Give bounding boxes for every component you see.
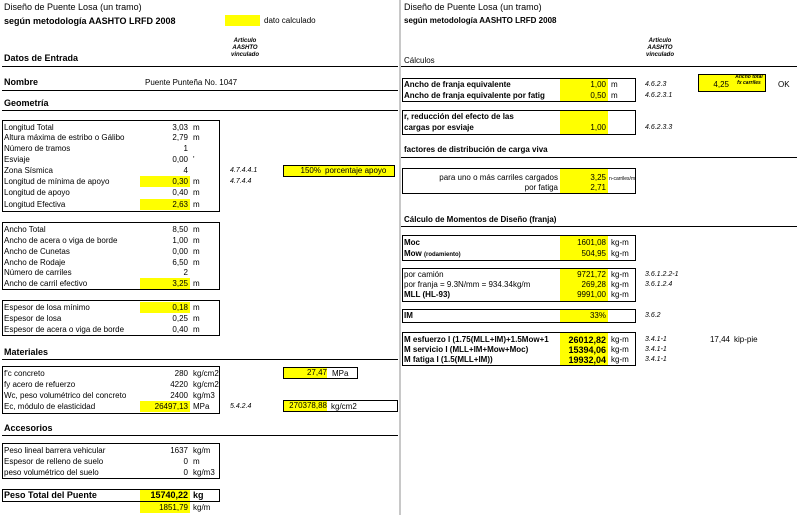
ancho-carril-value: 3,25 (172, 279, 188, 288)
unit: kg/m (193, 503, 211, 512)
zona-sismica-value[interactable]: 4 (183, 166, 188, 175)
m-servicio-ref: 3.4.1-1 (645, 346, 667, 353)
ancho-franja-label: Ancho de franja equivalente (404, 80, 511, 89)
ancho-total-value[interactable]: 8,50 (172, 225, 188, 234)
porcentaje-apoyo-label: porcentaje apoyo (325, 166, 387, 175)
materiales-heading: Materiales (4, 347, 49, 357)
espesor-min-value: 0,18 (172, 303, 188, 312)
longitud-total-value[interactable]: 3,03 (172, 123, 188, 132)
ancho-rodaje-label: Ancho de Rodaje (4, 258, 66, 267)
peso-vol-suelo-label: peso volumétrico del suelo (4, 468, 99, 477)
unit: m (193, 236, 200, 245)
m-esfuerzo-value: 26012,82 (568, 335, 606, 345)
ancho-cunetas-label: Ancho de Cunetas (4, 247, 70, 256)
legend-swatch (225, 15, 260, 26)
left-title: Diseño de Puente Losa (un tramo) (4, 2, 142, 12)
unit: kip-pie (734, 335, 758, 344)
right-ref-header: Articulo AASHTO vinculado (645, 38, 674, 58)
unit: kg (193, 490, 204, 500)
reduccion-label-1: r, reducción del efecto de las (404, 112, 514, 121)
unit: ' (193, 155, 195, 164)
datos-entrada-heading: Datos de Entrada (4, 53, 79, 63)
m-servicio-label: M servicio I (MLL+IM+Mow+Moc) (404, 345, 529, 354)
porcentaje-apoyo-value: 150% (300, 166, 321, 175)
numero-carriles-value[interactable]: 2 (183, 268, 188, 277)
long-min-apoyo-label: Longitud de mínima de apoyo (4, 177, 110, 186)
unit: kg/m3 (193, 468, 215, 477)
unit: kg/m (193, 446, 211, 455)
unit: kg-m (611, 355, 629, 364)
unit: m (611, 80, 618, 89)
unit: m (193, 314, 200, 323)
numero-tramos-label: Número de tramos (4, 144, 71, 153)
ancho-franja-fatiga-value: 0,50 (590, 91, 606, 100)
mow-label (404, 249, 461, 260)
peso-total-value-2: 1851,79 (159, 503, 188, 512)
unit: m (193, 258, 200, 267)
altura-estribo-value[interactable]: 2,79 (172, 133, 188, 142)
por-camion-label: por camión (404, 270, 444, 279)
unit: kg-m (611, 345, 629, 354)
unit: m (193, 325, 200, 334)
espesor-losa-value[interactable]: 0,25 (172, 314, 188, 323)
altura-estribo-label: Altura máxima de estribo o Gálibo (4, 133, 125, 142)
mow-value: 504,95 (581, 249, 606, 258)
fc-value[interactable]: 280 (174, 369, 188, 378)
unit: kg/m3 (193, 391, 215, 400)
m-fatiga-label: M fatiga I (1.5(MLL+IM)) (404, 355, 493, 364)
uno-mas-label: para uno o más carriles cargados (439, 173, 558, 182)
unit: m (193, 123, 200, 132)
ok-status: OK (778, 80, 790, 89)
unit: kg-m (611, 290, 629, 299)
left-ref-header: Articulo AASHTO vinculado (230, 38, 259, 58)
ancho-franja-value: 1,00 (590, 80, 606, 89)
long-min-apoyo-value: 0,30 (172, 177, 188, 186)
ancho-carril-label: Ancho de carril efectivo (4, 279, 88, 288)
unit: kg-m (611, 249, 629, 258)
legend-label: dato calculado (264, 16, 316, 25)
espesor-acera-value[interactable]: 0,40 (172, 325, 188, 334)
numero-tramos-value[interactable]: 1 (183, 144, 188, 153)
mll-value: 9991,00 (577, 290, 606, 299)
zona-sismica-label: Zona Sísmica (4, 166, 53, 175)
numero-carriles-label: Número de carriles (4, 268, 72, 277)
moc-label: Moc (404, 238, 420, 247)
ancho-rodaje-value[interactable]: 6,50 (172, 258, 188, 267)
m-esfuerzo-label: M esfuerzo I (1.75(MLL+IM)+1.5Mow+1 (404, 335, 549, 344)
espesor-relleno-label: Espesor de relleno de suelo (4, 457, 104, 466)
unit: m (193, 457, 200, 466)
unit: kg-m (611, 270, 629, 279)
uno-mas-unit: n-carriles/m (609, 176, 636, 182)
fy-label: fy acero de refuerzo (4, 380, 76, 389)
esviaje-value[interactable]: 0,00 (172, 155, 188, 164)
ancho-franja-ref: 4.6.2.3 (645, 81, 667, 88)
unit: MPa (193, 402, 210, 411)
zona-sismica-ref: 4.7.4.4.1 (230, 167, 258, 174)
unit: m (193, 247, 200, 256)
peso-vol-suelo-value[interactable]: 0 (183, 468, 188, 477)
fy-value[interactable]: 4220 (170, 380, 188, 389)
por-franja-value: 269,28 (581, 280, 606, 289)
unit: kg/cm2 (193, 380, 219, 389)
ec-value: 26497,13 (154, 402, 188, 411)
unit: kg/cm2 (331, 402, 357, 411)
longitud-total-label: Longitud Total (4, 123, 54, 132)
esviaje-label: Esviaje (4, 155, 30, 164)
m-servicio-value: 15394,06 (568, 345, 606, 355)
espesor-acera-label: Espesor de acera o viga de borde (4, 325, 125, 334)
ancho-total-label: Ancho Total (4, 225, 46, 234)
m-fatiga-value: 19932,04 (568, 355, 606, 365)
espesor-min-label: Espesor de losa mínimo (4, 303, 90, 312)
ancho-acera-label: Ancho de acera o viga de borde (4, 236, 118, 245)
unit: m (193, 279, 200, 288)
unit: kg-m (611, 280, 629, 289)
por-franja-label: por franja = 9.3N/mm = 934.34kg/m (404, 280, 531, 289)
unit: kg/cm2 (193, 369, 219, 378)
wc-label: Wc, peso volumétrico del concreto (4, 391, 127, 400)
calculo-momentos-heading: Cálculo de Momentos de Diseño (franja) (404, 215, 557, 224)
peso-barrera-label: Peso lineal barrera vehicular (4, 446, 106, 455)
mow-label-sub: (rodamiento) (424, 252, 461, 258)
mll-label: MLL (HL-93) (404, 290, 451, 299)
long-min-apoyo-ref: 4.7.4.4 (230, 178, 252, 185)
unit: m (193, 133, 200, 142)
peso-total-label: Peso Total del Puente (4, 490, 97, 500)
por-fatiga-label: por fatiga (524, 183, 558, 192)
fc-mpa-value: 27,47 (284, 368, 327, 378)
unit: m (193, 188, 200, 197)
unit: m (193, 225, 200, 234)
im-label: IM (404, 311, 413, 320)
reduccion-label-2: cargas por esviaje (404, 123, 474, 132)
ec-alt-value: 270378,88 (284, 401, 327, 411)
reduccion-ref: 4.6.2.3.3 (645, 124, 673, 131)
nombre-value[interactable]: Puente Punteña No. 1047 (145, 78, 238, 87)
ec-ref: 5.4.2.4 (230, 403, 252, 410)
unit: m (193, 177, 200, 186)
ancho-cunetas-value[interactable]: 0,00 (172, 247, 188, 256)
left-subtitle: según metodología AASHTO LRFD 2008 (4, 16, 176, 26)
fc-label: f'c concreto (4, 369, 45, 378)
long-efectiva-label: Longitud Efectiva (4, 200, 66, 209)
nombre-label: Nombre (4, 77, 39, 87)
por-camion-value: 9721,72 (577, 270, 606, 279)
im-ref: 3.6.2 (645, 312, 661, 319)
ancho-franja-fatiga-label: Ancho de franja equivalente por fatig (404, 91, 545, 100)
moc-value: 1601,08 (577, 238, 606, 247)
im-value: 33% (589, 311, 606, 320)
long-apoyo-label: Longitud de apoyo (4, 188, 70, 197)
uno-mas-value: 3,25 (590, 173, 606, 182)
long-efectiva-value: 2,63 (172, 200, 188, 209)
espesor-relleno-value[interactable]: 0 (183, 457, 188, 466)
ancho-total-carriles-value: 4,25 (713, 80, 729, 89)
right-subtitle: según metodología AASHTO LRFD 2008 (404, 16, 557, 25)
unit: m (193, 303, 200, 312)
espesor-losa-label: Espesor de losa (4, 314, 62, 323)
m-fatiga-ref: 3.4.1-1 (645, 356, 667, 363)
ancho-total-carriles-label: Ancho total fx carriles (735, 74, 763, 86)
column-separator (399, 0, 401, 515)
unit: kg-m (611, 335, 629, 344)
m-esfuerzo-kip: 17,44 (709, 335, 730, 344)
factores-heading: factores de distribución de carga viva (404, 145, 548, 154)
peso-total-value: 15740,22 (150, 490, 188, 500)
unit: kg-m (611, 238, 629, 247)
por-fatiga-value: 2,71 (590, 183, 606, 192)
wc-value[interactable]: 2400 (170, 391, 188, 400)
unit: m (611, 91, 618, 100)
right-title: Diseño de Puente Losa (un tramo) (404, 2, 542, 12)
unit: m (193, 200, 200, 209)
long-apoyo-value[interactable]: 0,40 (172, 188, 188, 197)
ec-label: Ec, módulo de elasticidad (4, 402, 96, 411)
accesorios-heading: Accesorios (4, 423, 53, 433)
calculos-heading: Cálculos (404, 56, 435, 65)
peso-barrera-value[interactable]: 1637 (170, 446, 188, 455)
geometria-heading: Geometría (4, 98, 49, 108)
m-esfuerzo-ref: 3.4.1-1 (645, 336, 667, 343)
por-camion-ref: 3.6.1.2.2-1 (645, 271, 679, 278)
reduccion-value: 1,00 (590, 123, 606, 132)
por-franja-ref: 3.6.1.2.4 (645, 281, 673, 288)
mow-label-text: Mow (404, 249, 422, 258)
ancho-acera-value[interactable]: 1,00 (172, 236, 188, 245)
ancho-franja-fatiga-ref: 4.6.2.3.1 (645, 92, 673, 99)
unit: MPa (332, 369, 349, 378)
